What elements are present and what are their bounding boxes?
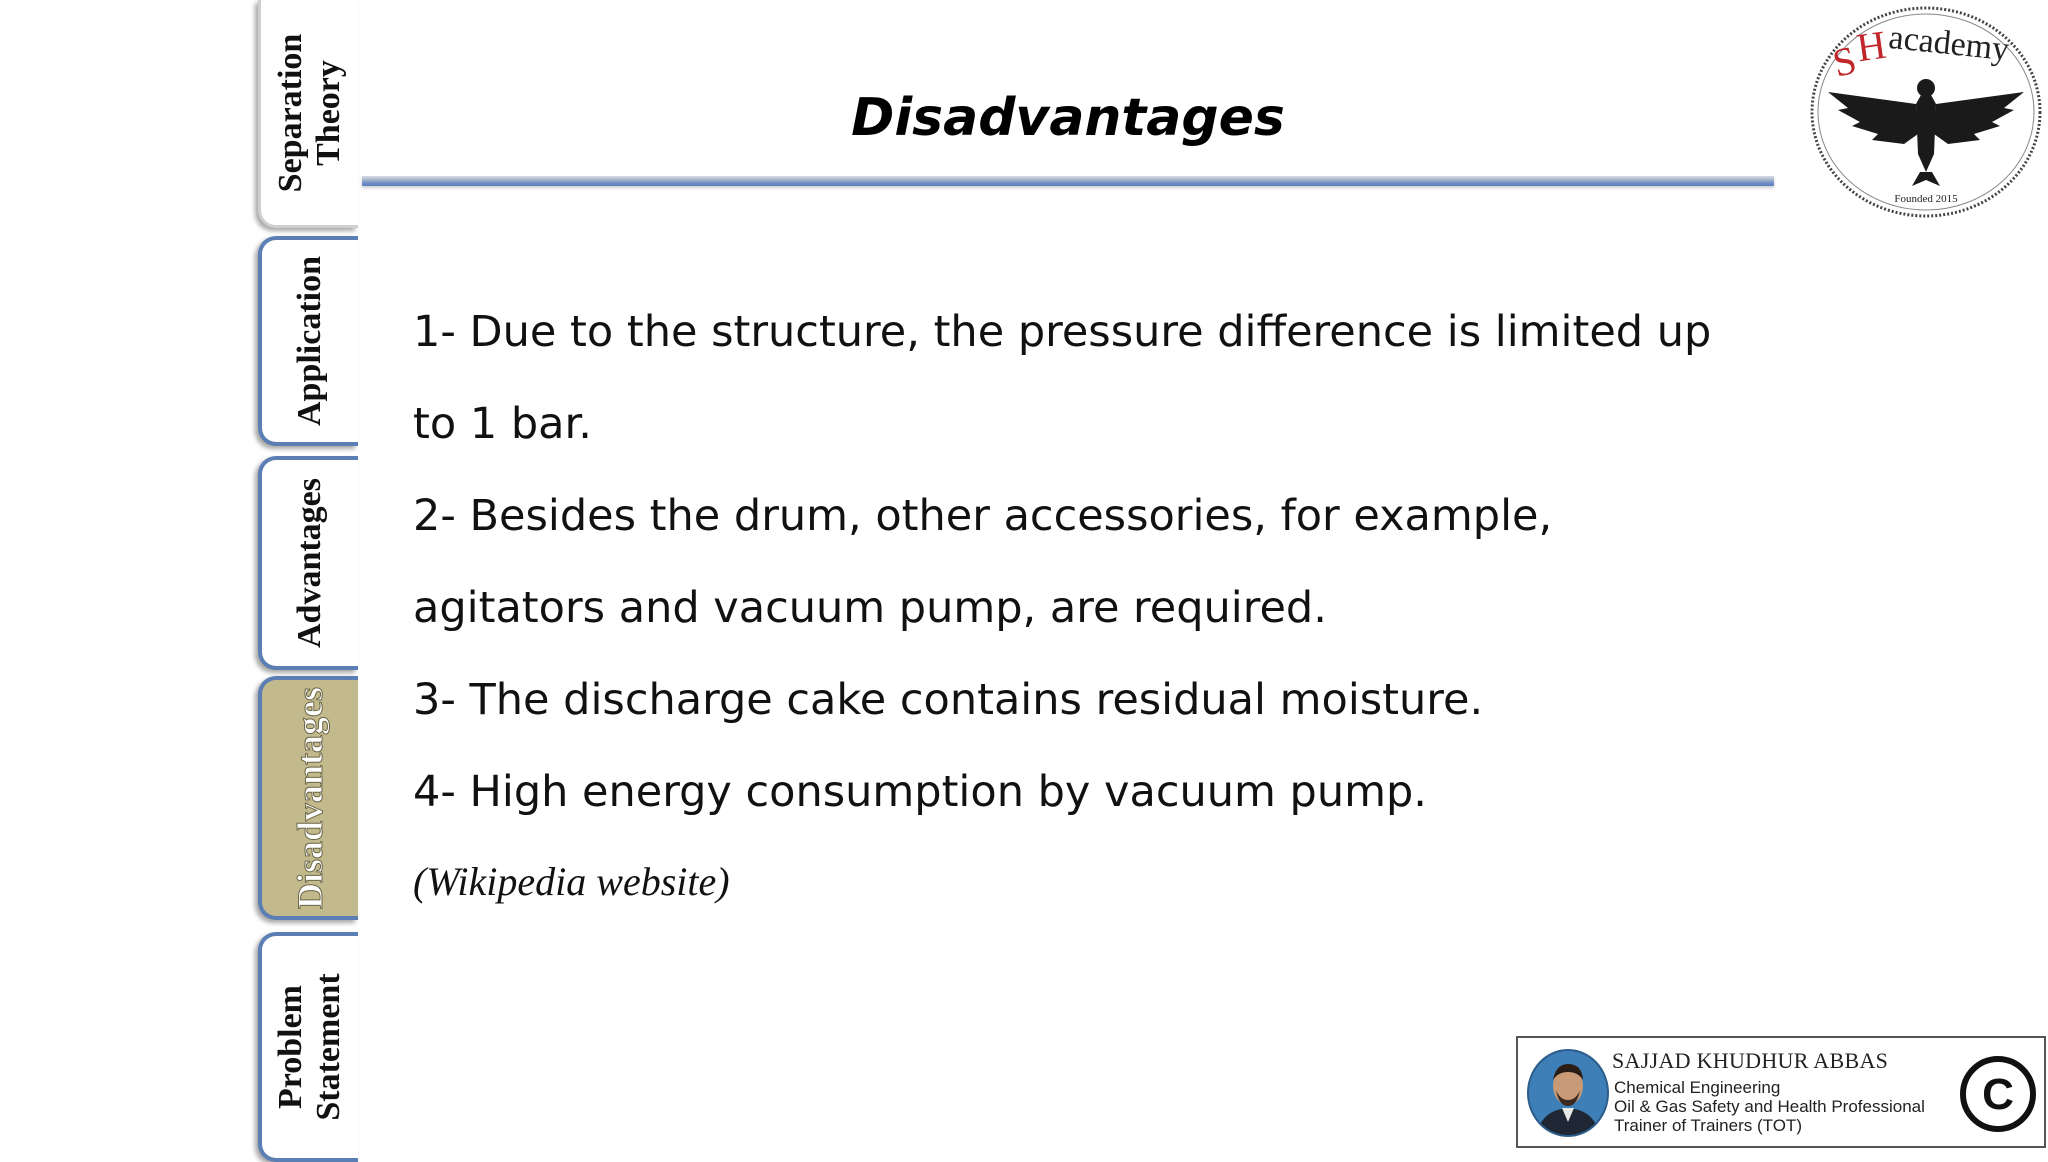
shacademy-logo bbox=[1808, 4, 2044, 220]
tab-application[interactable] bbox=[258, 236, 358, 446]
disadvantages-list bbox=[413, 286, 1753, 838]
tab-advantages[interactable] bbox=[258, 456, 358, 670]
tab-separation-theory[interactable] bbox=[258, 0, 358, 228]
author-card bbox=[1516, 1036, 2046, 1148]
copyright-icon bbox=[1958, 1054, 2038, 1134]
tab-label: Application bbox=[291, 255, 328, 427]
author-name: SAJJAD KHUDHUR ABBAS bbox=[1612, 1048, 1889, 1073]
logo-wordmark: academy bbox=[1886, 18, 2011, 69]
list-item: 4- High energy consumption by vacuum pump. bbox=[413, 767, 1427, 817]
author-role: Oil & Gas Safety and Health Professional bbox=[1614, 1097, 1925, 1116]
title-underline bbox=[362, 176, 1774, 186]
tab-label: Advantages bbox=[291, 477, 328, 649]
logo-letter-h: H bbox=[1853, 21, 1889, 71]
avatar bbox=[1526, 1048, 1610, 1138]
author-field: Chemical Engineering bbox=[1614, 1078, 1781, 1097]
source-citation: (Wikipedia website) bbox=[413, 859, 730, 904]
tab-disadvantages[interactable] bbox=[258, 676, 358, 920]
list-item: 2- Besides the drum, other accessories, for example, agitators and vacuum pump, are required. bbox=[413, 491, 1553, 633]
tab-label: Problem Statement bbox=[272, 973, 347, 1121]
page-title: Disadvantages bbox=[851, 88, 1285, 148]
logo-founded: Founded 2015 bbox=[1894, 193, 1958, 205]
author-credential: Trainer of Trainers (TOT) bbox=[1614, 1116, 1802, 1135]
logo-letter-s: S bbox=[1828, 36, 1861, 86]
tab-problem-statement[interactable] bbox=[258, 932, 358, 1162]
list-item: 3- The discharge cake contains residual moisture. bbox=[413, 675, 1484, 725]
tab-label: Separation Theory bbox=[271, 33, 347, 192]
list-item: 1- Due to the structure, the pressure difference is limited up to 1 bar. bbox=[413, 307, 1712, 449]
tab-label: Disadvantages bbox=[290, 686, 330, 910]
svg-text:C: C bbox=[1982, 1070, 2014, 1119]
